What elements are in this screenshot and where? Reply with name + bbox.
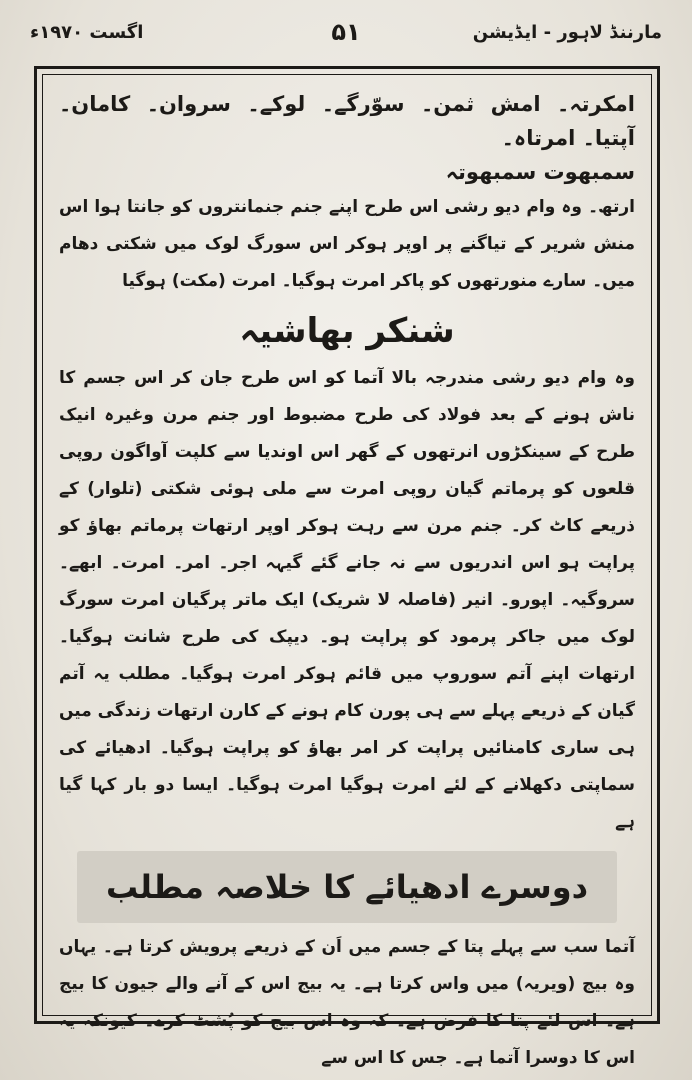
issue-date: اگست ۱۹۷۰ء — [30, 22, 144, 43]
article-body — [58, 87, 635, 1068]
summary-paragraph: آتما سب سے پہلے پتا کے جسم میں اَن کے ذریعے پرویش کرتا ہے۔ یہاں وہ بیج (ویریہ) میں واس کرتا ہے۔ یہ بیج اس کے آنے والے جیون کا بیج ہے۔ اس لئے پتا کا فرض ہے۔ کہ وہ اس بیج کو پُشٹ کرے۔ کیونکہ یہ اس کا دوسرا آتما ہے۔ جس کا اس سے — [59, 937, 635, 1068]
meaning-paragraph: ارتھ۔ وہ وام دیو رشی اس طرح اپنے جنم جنمانتروں کو جانتا ہوا اس منش شریر کے تیاگنے پر اوپر ہوکر اس سورگ لوک میں شکتی دھام میں۔ سارے منورتھوں کو پاکر امرت ہوگیا۔ امرت (مکت) ہوگیا — [59, 197, 635, 291]
verse-words-line: امکرتہ۔ امش ثمن۔ سوّرگے۔ لوکے۔ سروان۔ کامان۔ آپتیا۔ امرتاہ۔ — [59, 92, 635, 150]
page-number: ۵۱ — [331, 18, 361, 46]
commentary-paragraph: وہ وام دیو رشی مندرجہ بالا آتما کو اس طرح جان کر اس جسم کا ناش ہونے کے بعد فولاد کی طرح مضبوط اور جنم مرن وغیرہ انیک طرح کے سینکڑوں انرتھوں کے گھر اس اوندیا سے کلپت آواگون روپی قلعوں کو پرماتم گیان روپی امرت سے ملی ہوئی شکتی (تلوار) کے ذریعے کاٹ کر۔ جنم مرن سے رہت ہوکر اوپر ارتھات پرماتم بھاؤ کو پراپت ہو اس اندریوں سے نہ جانے گئے گیہہ اجر۔ امر۔ امرت۔ ابھے۔ سروگیہ۔ اپورو۔ انیر (فاصلہ لا شریک) ایک ماتر پرگیان امرت سورگ لوک میں جاکر پرمود کو پراپت ہو۔ دیپک کی طرح شانت ہوگیا۔ ارتھات اپنے آتم سوروپ میں قائم ہوکر امرت ہوگیا۔ مطلب یہ آتم گیان کے ذریعے پہلے سے ہی پورن کام ہونے کے کارن ارتھات زندگی میں ہی ساری کامنائیں پراپت کر امر بھاؤ کو پراپت ہوگیا۔ ادھیائے کی سماپتی دکھلانے کے لئے امرت ہوگیا امرت ہوگیا۔ ایسا دو بار کہا گیا ہے — [58, 368, 635, 832]
publication-name: مارننڈ لاہور - ایڈیشن — [472, 22, 662, 43]
section-banner — [77, 851, 617, 923]
section-heading-summary: دوسرے ادھیائے کا خلاصہ مطلب — [106, 868, 588, 906]
bordered-frame — [34, 66, 660, 1068]
page-header — [30, 18, 662, 58]
section-heading-shankar-bhashya: شنکر بھاشیہ — [239, 311, 455, 351]
verse-words-line-2: سمبھوت سمبھوتہ — [445, 160, 635, 184]
